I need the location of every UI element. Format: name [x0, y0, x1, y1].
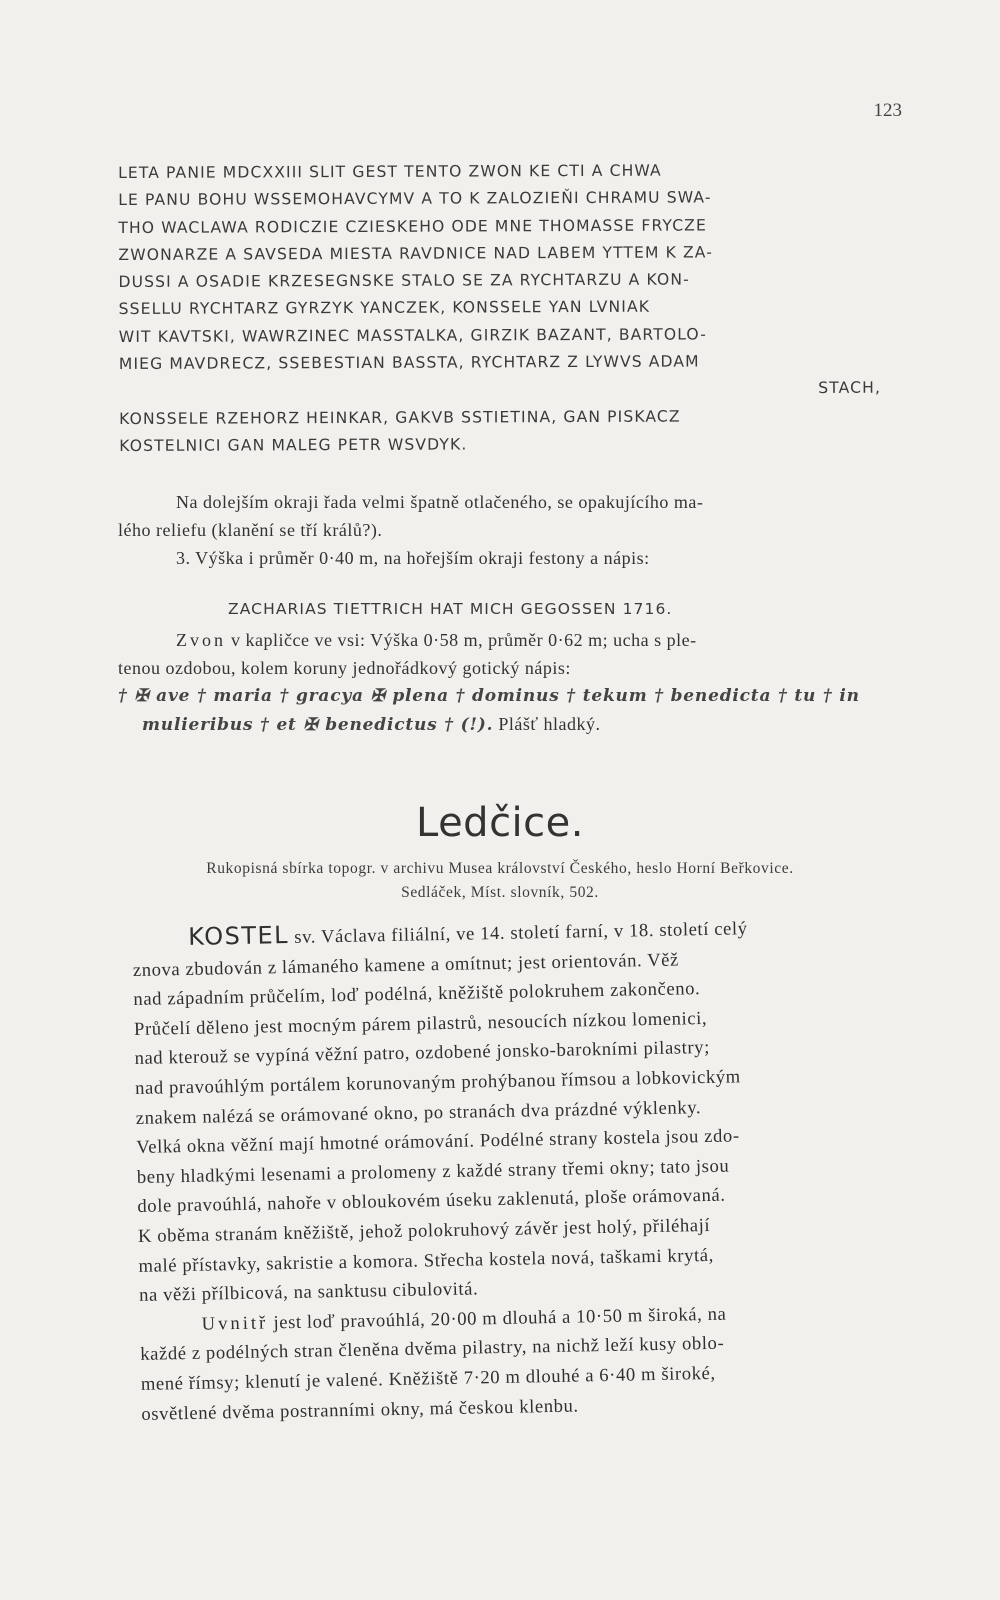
text-line: Velká okna věžní mají hmotné orámování. Podélné strany kostela jsou zdo- — [136, 1125, 740, 1159]
text-line: dole pravoúhlá, nahoře v obloukovém úseku zaklenutá, ploše orámovaná. — [137, 1185, 726, 1218]
text-fragment: sv. Václava filiální, ve 14. století farní, v 18. století celý — [288, 918, 748, 948]
plast-text: Plášť hladký. — [493, 714, 601, 734]
text-line: na věži přílbicová, na sanktusu cibulovitá. — [138, 1278, 479, 1307]
inscription-line: KONSSELE RZEHORZ HEINKAR, GAKVB SSTIETINA, GAN PISKACZ — [119, 407, 681, 428]
text-line: Průčelí děleno jest mocným párem pilastrů, nesoucích nízkou lomenici, — [133, 1007, 708, 1040]
section-title: Ledčice. — [415, 800, 584, 846]
text-line: Na dolejším okraji řada velmi špatně otlačeného, se opakujícího ma- — [176, 492, 704, 512]
source-line: Rukopisná sbírka topogr. v archivu Musea království Českého, heslo Horní Beřkovice. — [206, 860, 794, 877]
text-fragment: jest loď pravoúhlá, 20·00 m dlouhá a 10·50 m široká, na — [268, 1303, 727, 1334]
text-line: znova zbudován z lámaného kamene a omítnut; jest orientován. Věž — [132, 949, 680, 981]
inscription-line: LE PANU BOHU WSSEMOHAVCYMV A TO K ZALOZIEŇI CHRAMU SWA- — [118, 188, 712, 210]
text-line: nad pravoúhlým portálem korunovaným prohýbanou římsou a lobkovickým — [134, 1066, 741, 1099]
church-description — [132, 909, 922, 1429]
text-line: 3. Výška i průměr 0·40 m, na hořejším okraji festony a nápis: — [176, 548, 650, 568]
text-line — [118, 710, 898, 739]
bell-inscription-2: ZACHARIAS TIETTRICH HAT MICH GEGOSSEN 1716. — [228, 600, 673, 618]
text-line: lého reliefu (klanění se tří králů?). — [118, 520, 383, 540]
kostel-word: KOSTEL — [187, 920, 290, 951]
source-line: Sedláček, Míst. slovník, 502. — [401, 884, 599, 901]
inscription-line: SSELLU RYCHTARZ GYRZYK YANCZEK, KONSSELE YAN LVNIAK — [118, 298, 651, 319]
text-line: malé přístavky, sakristie a komora. Střecha kostela nová, taškami krytá, — [138, 1244, 715, 1277]
text-line: každé z podélných stran členěna dvěma pilastry, na nichž leží kusy oblo- — [140, 1333, 725, 1366]
text-line: mené římsy; klenutí je valené. Kněžiště 7·20 m dlouhé a 6·40 m široké, — [140, 1362, 716, 1395]
zvon-rest: v kapličce ve vsi: Výška 0·58 m, průměr 0·62 m; ucha s ple- — [226, 630, 697, 650]
text-line: znakem nalézá se orámované okno, po stranách dva prázdné výklenky. — [135, 1096, 702, 1129]
text-line: beny hladkými lesenami a prolomeny z každé strany třemi okny; tato jsou — [136, 1155, 730, 1188]
bell-inscription-1 — [118, 157, 889, 461]
page-number: 123 — [873, 100, 902, 121]
relief-paragraph — [118, 488, 898, 572]
gothic-line: † ✠ ave † maria † gracya ✠ plena † dominus † tekum † benedicta † tu † in — [118, 686, 860, 706]
inscription-line-right: STACH, — [818, 379, 882, 398]
text-line — [118, 626, 898, 654]
inscription-line: ZWONARZE A SAVSEDA MIESTA RAVDNICE NAD LABEM YTTEM K ZA- — [118, 243, 713, 264]
zvon-word: Zvon — [176, 630, 226, 650]
inscription-line: WIT KAVTSKI, WAWRZINEC MASSTALKA, GIRZIK BAZANT, BARTOLO- — [118, 325, 707, 346]
inscription-line: MIEG MAVDRECZ, SSEBESTIAN BASSTA, RYCHTARZ Z LYWVS ADAM — [118, 352, 700, 374]
inscription-line: KOSTELNICI GAN MALEG PETR WSVDYK. — [119, 435, 468, 455]
gothic-inscription: mulieribus † et ✠ benedictus † (!). — [142, 715, 494, 735]
inscription-line: THO WACLAWA RODICZIE CZIESKEHO ODE MNE THOMASSE FRYCZE — [118, 216, 707, 237]
text-line: osvětlené dvěma postranními okny, má českou klenbu. — [141, 1395, 579, 1425]
text-line: nad západním průčelím, loď podélná, kněžiště polokruhem zakončeno. — [133, 978, 701, 1011]
text-line: nad kterouž se vypíná věžní patro, ozdobené jonsko-barokními pilastry; — [134, 1037, 711, 1070]
inscription-line: LETA PANIE MDCXXIII SLIT GEST TENTO ZWON KE CTI A CHWA — [118, 161, 662, 182]
zvon-paragraph — [118, 626, 898, 739]
text-line: tenou ozdobou, kolem koruny jednořádkový gotický nápis: — [118, 658, 571, 678]
uvnitr-word: Uvnitř — [201, 1312, 269, 1335]
inscription-line: DUSSI A OSADIE KRZESEGNSKE STALO SE ZA RYCHTARZU A KON- — [118, 270, 690, 292]
text-line: K oběma stranám kněžiště, jehož polokruhový závěr jest holý, přiléhají — [137, 1214, 711, 1247]
